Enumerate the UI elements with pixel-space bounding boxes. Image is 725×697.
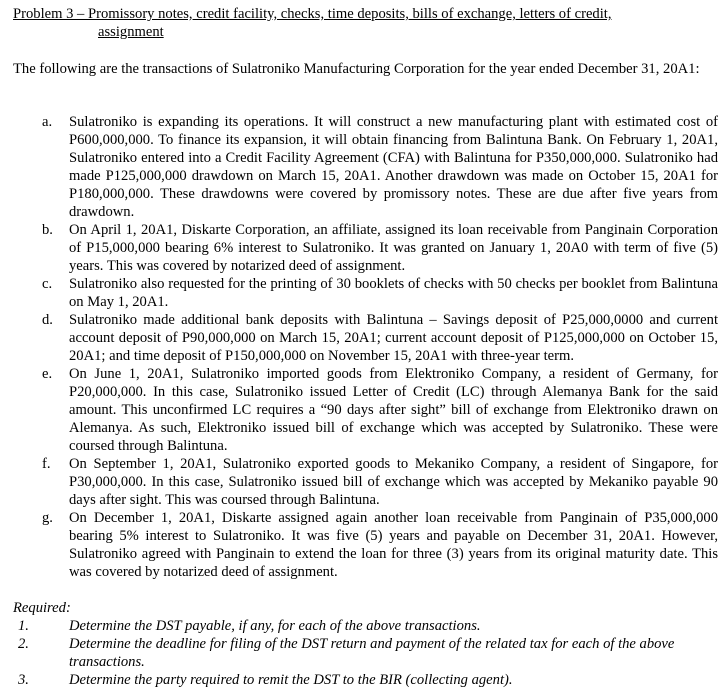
item-text: Determine the party required to remit the DST to the BIR (collecting agent). [69,672,513,688]
item-label: f. [42,456,51,472]
title-line-2: assignment [98,24,164,40]
transaction-list [13,113,718,581]
item-text: On June 1, 20A1, Sulatroniko imported goods from Elektroniko Company, a resident of Germany, for P20,000,000. In this case, Sulatroniko issued Letter of Credit (LC) through Alemanya Bank for the said amount. This unconfirmed LC requires a “90 days after sight” bill of exchange from Elektroniko drawn on Alemanya. As such, Elektroniko issued bill of exchange which was accepted by Sulatroniko. These were coursed through Balintuna. [69,366,718,454]
required-item [13,617,713,635]
item-text: Determine the deadline for filing of the DST return and payment of the related tax for each of the above transactions. [69,636,675,670]
item-label: e. [42,366,53,382]
item-text: Sulatroniko is expanding its operations. It will construct a new manufacturing plant with estimated cost of P600,000,000. To finance its expansion, it will obtain financing from Balintuna Bank. On February 1, 20A1, Sulatroniko entered into a Credit Facility Agreement (CFA) with Balintuna for P350,000,000. Sulatroniko had made P125,000,000 drawdown on March 15, 20A1. Another drawdown was made on October 15, 20A1 for P180,000,000. These drawdowns were covered by promissory notes. These are due after five years from drawdown. [69,114,718,220]
title-line-1: Problem 3 – Promissory notes, credit facility, checks, time deposits, bills of exchange, letters of credit, [13,6,612,22]
transaction-item [13,509,718,581]
required-item [13,671,713,689]
item-text: Sulatroniko also requested for the printing of 30 booklets of checks with 50 checks per booklet from Balintuna on May 1, 20A1. [69,276,718,310]
transaction-item [13,311,718,365]
intro-paragraph: The following are the transactions of Sulatroniko Manufacturing Corporation for the year ended December 31, 20A1: [13,61,700,77]
item-text: On April 1, 20A1, Diskarte Corporation, an affiliate, assigned its loan receivable from Panginain Corporation of P15,000,000 bearing 6% interest to Sulatroniko. It was granted on January 1, 20A0 with term of five (5) years. This was covered by notarized deed of assignment. [69,222,718,274]
item-label: d. [42,312,53,328]
item-text: On September 1, 20A1, Sulatroniko exported goods to Mekaniko Company, a resident of Singapore, for P30,000,000. In this case, Sulatroniko issued bill of exchange which was accepted by Mekaniko payable 90 days after sight. This was coursed through Balintuna. [69,456,718,508]
transaction-item [13,365,718,455]
transaction-item [13,275,718,311]
item-text: On December 1, 20A1, Diskarte assigned again another loan receivable from Panginain of P35,000,000 bearing 5% interest to Sulatroniko. It was five (5) years and payable on December 31, 20A1. However, Sulatroniko agreed with Panginain to extend the loan for three (3) years from its original maturity date. This was covered by notarized deed of assignment. [69,510,718,580]
required-list [13,617,713,689]
item-text: Determine the DST payable, if any, for each of the above transactions. [69,618,481,634]
required-heading: Required: [13,600,71,616]
transaction-item [13,113,718,221]
item-label: 3. [18,672,29,688]
item-label: 2. [18,636,29,652]
item-label: 1. [18,618,29,634]
required-item [13,635,713,671]
item-text: Sulatroniko made additional bank deposits with Balintuna – Savings deposit of P25,000,0000 and current account deposit of P90,000,000 on March 15, 20A1; current account deposit of P125,000,000 on October 15, 20A1; and time deposit of P150,000,000 on November 15, 20A1 with three-year term. [69,312,718,364]
required-section [13,599,713,689]
item-label: b. [42,222,53,238]
transaction-item [13,455,718,509]
item-label: a. [42,114,53,130]
item-label: c. [42,276,53,292]
problem-title [13,5,713,41]
transaction-item [13,221,718,275]
item-label: g. [42,510,53,526]
